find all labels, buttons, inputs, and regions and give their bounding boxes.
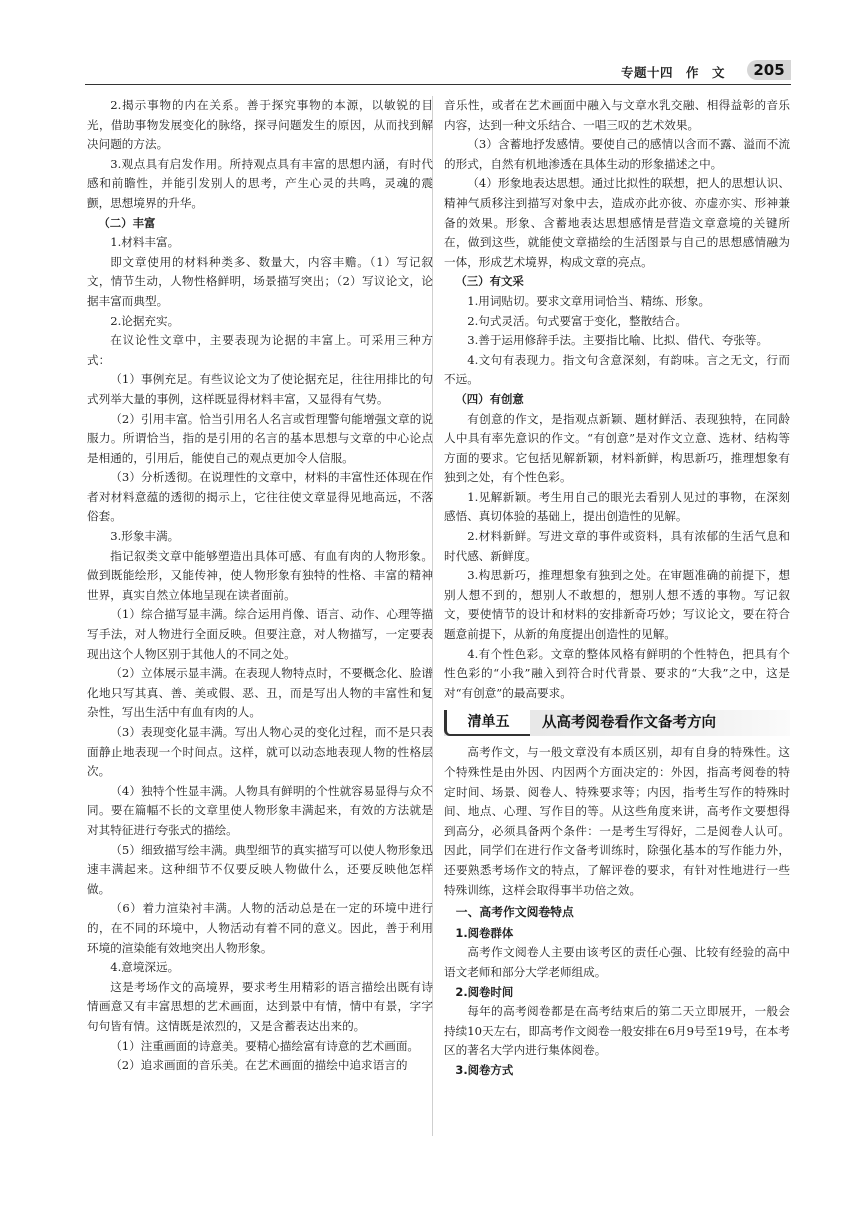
paragraph: 1.材料丰富。 — [110, 235, 180, 250]
paragraph: 3.观点具有启发作用。所持观点具有丰富的思想内涵，有时代感和前瞻性，并能引发别人的思考，产生心灵的共鸣，灵魂的震颤，思想境界的升华。 — [87, 156, 433, 210]
paragraph: 每年的高考阅卷都是在高考结束后的第二天立即展开，一般会持续10天左右，即高考作文阅卷一般安排在6月9号至19号，在本考区的著名大学内进行集体阅卷。 — [444, 1004, 790, 1058]
paragraph: 2.材料新鲜。写进文章的事件或资料，具有浓郁的生活气息和时代感、新鲜度。 — [444, 529, 790, 563]
paragraph: （5）细致描写绘丰满。典型细节的真实描写可以使人物形象迅速丰满起来。这种细节不仅要反映人物做什么，还要反映他怎样做。 — [87, 842, 433, 896]
section-heading: 3.阅卷方式 — [455, 1062, 514, 1077]
major-heading: 一、高考作文阅卷特点 — [455, 905, 574, 920]
paragraph: （4）独特个性显丰满。人物具有鲜明的个性就容易显得与众不同。要在篇幅不长的文章里使人物形象丰满起来，有效的方法就是对其特征进行夸张式的描绘。 — [87, 783, 433, 837]
paragraph: 4.有个性色彩。文章的整体风格有鲜明的个性特色，把具有个性色彩的“小我”融入到符合时代背景、要求的“大我”之中，这是对“有创意”的最高要求。 — [444, 646, 790, 700]
paragraph: 这是考场作文的高境界，要求考生用精彩的语言描绘出既有诗情画意又有丰富思想的艺术画面，达到景中有情，情中有景，字字句句皆有情。这情既是浓烈的，又是含蓄表达出来的。 — [87, 979, 433, 1033]
paragraph: 2.句式灵活。句式要富于变化，整散结合。 — [467, 313, 687, 328]
paragraph: （1）事例充足。有些议论文为了使论据充足，往往用排比的句式列举大量的事例，这样既显得材料丰富，又显得有气势。 — [87, 372, 433, 406]
page-header — [85, 58, 791, 85]
paragraph: 有创意的作文，是指观点新颖、题材鲜活、表现独特，在同龄人中具有率先意识的作文。“有创意”是对作文立意、选材、结构等方面的要求。它包括见解新颖，材料新鲜，构思新巧，推理想象有独到之处，有个性色彩。 — [444, 411, 790, 485]
header-topic: 专题十四 作 文 — [620, 65, 725, 80]
section-heading: 2.阅卷时间 — [455, 984, 514, 999]
paragraph: 4.意境深远。 — [110, 960, 180, 975]
paragraph: 2.论据充实。 — [110, 313, 180, 328]
paragraph: （2）追求画面的音乐美。在艺术画面的描绘中追求语言的 — [110, 1058, 408, 1073]
paragraph: 高考作文阅卷人主要由该考区的责任心强、比较有经验的高中语文老师和部分大学老师组成。 — [444, 945, 790, 979]
paragraph: （3）表现变化显丰满。写出人物心灵的变化过程，而不是只表面静止地表现一个时间点。这样，就可以动态地表现人物的性格层次。 — [87, 725, 433, 779]
section-heading: （四）有创意 — [455, 391, 524, 406]
section-heading: （二）丰富 — [98, 215, 156, 230]
paragraph: 2.揭示事物的内在关系。善于探究事物的本源，以敏锐的目光，借助事物发展变化的脉络，探寻问题发生的原因，从而找到解决问题的方法。 — [87, 98, 433, 152]
paragraph: 1.见解新颖。考生用自己的眼光去看别人见过的事物，在深刻感悟、真切体验的基础上，提出创造性的见解。 — [444, 489, 790, 524]
paragraph: 4.文句有表现力。指文句含意深刻，有韵味。言之无文，行而不远。 — [444, 352, 790, 387]
section-heading: 1.阅卷群体 — [455, 925, 514, 940]
section-heading: （三）有文采 — [455, 274, 524, 289]
paragraph: （1）综合描写显丰满。综合运用肖像、语言、动作、心理等描写手法，对人物进行全面反映。但要注意，对人物描写，一定要表现出这个人物区别于其他人的不同之处。 — [87, 607, 433, 661]
paragraph: 3.形象丰满。 — [110, 529, 180, 544]
paragraph: 3.构思新巧，推理想象有独到之处。在审题准确的前提下，想别人想不到的，想别人不敢想的，想别人想不透的事物。写记叙文，要使情节的设计和材料的安排新奇巧妙；写议论文，要在符合题意前提下，从新的角度提出创造性的见解。 — [444, 568, 790, 642]
left-column — [87, 96, 433, 1076]
paragraph: （3）含蓄地抒发感情。要使自己的感情以含而不露、溢而不流的形式，自然有机地渗透在具体生动的形象描述之中。 — [444, 137, 790, 171]
paragraph: （2）立体展示显丰满。在表现人物特点时，不要概念化、脸谱化地只写其真、善、美或假、恶、丑，而是写出人物的丰富性和复杂性，写出生活中有血有肉的人。 — [87, 666, 433, 720]
paragraph: （4）形象地表达思想。通过比拟性的联想，把人的思想认识、精神气质移注到描写对象中去，造成亦此亦彼、亦虚亦实、形神兼备的效果。形象、含蓄地表达思想感情是营造文章意境的关键所在，做到这些，就能使文章描绘的生活图景与自己的思想感情融为一体，形成艺术境界，构成文章的亮点。 — [444, 176, 790, 269]
banner-title: 从高考阅卷看作文备考方向 — [542, 715, 716, 732]
section-banner — [444, 710, 790, 736]
paragraph: 即文章使用的材料种类多、数量大，内容丰赡。（1）写记叙文，情节生动，人物性格鲜明，场景描写突出；（2）写议论文，论据丰富而典型。 — [87, 254, 433, 308]
page-number: 205 — [747, 60, 791, 80]
paragraph: （1）注重画面的诗意美。要精心描绘富有诗意的艺术画面。 — [110, 1038, 420, 1053]
paragraph: （3）分析透彻。在说理性的文章中，材料的丰富性还体现在作者对材料意蕴的透彻的揭示上，它往往使文章显得见地高远，不落俗套。 — [87, 470, 433, 524]
continued-paragraph: 音乐性，或者在艺术画面中融入与文章水乳交融、相得益彰的音乐内容，达到一种文乐结合、一唱三叹的艺术效果。 — [444, 98, 790, 132]
paragraph: 1.用词贴切。要求文章用词恰当、精练、形象。 — [467, 293, 711, 308]
paragraph: 在议论性文章中，主要表现为论据的丰富上。可采用三种方式： — [87, 333, 433, 367]
paragraph: 指记叙类文章中能够塑造出具体可感、有血有肉的人物形象。做到既能绘形，又能传神，使人物形象有独特的性格、丰富的精神世界，真实自然立体地呈现在读者面前。 — [87, 548, 433, 602]
paragraph: （2）引用丰富。恰当引用名人名言或哲理警句能增强文章的说服力。所谓恰当，指的是引用的名言的基本思想与文章的中心论点是相通的，引用后，能使自己的观点更加令人信服。 — [87, 411, 433, 465]
banner-tag: 清单五 — [444, 710, 530, 736]
paragraph: 3.善于运用修辞手法。主要指比喻、比拟、借代、夸张等。 — [467, 333, 769, 348]
paragraph: （6）着力渲染衬丰满。人物的活动总是在一定的环境中进行的，在不同的环境中，人物活动有着不同的意义。因此，善于利用环境的渲染能有效地突出人物形象。 — [87, 901, 433, 955]
paragraph: 高考作文，与一般文章没有本质区别，却有自身的特殊性。这个特殊性是由外因、内因两个方面决定的：外因，指高考阅卷的特定时间、场景、阅卷人、特殊要求等；内因，指考生写作的特殊时间、地点、心理、写作目的等。从这些角度来讲，高考作文要想得到高分，必须具备两个条件：一是考生写得好，二是阅卷人认可。因此，同学们在进行作文备考训练时，除强化基本的写作能力外，还要熟悉考场作文的特点，了解评卷的要求，有针对性地进行一些特殊训练，这样会取得事半功倍之效。 — [444, 745, 790, 897]
right-column — [444, 96, 790, 1081]
